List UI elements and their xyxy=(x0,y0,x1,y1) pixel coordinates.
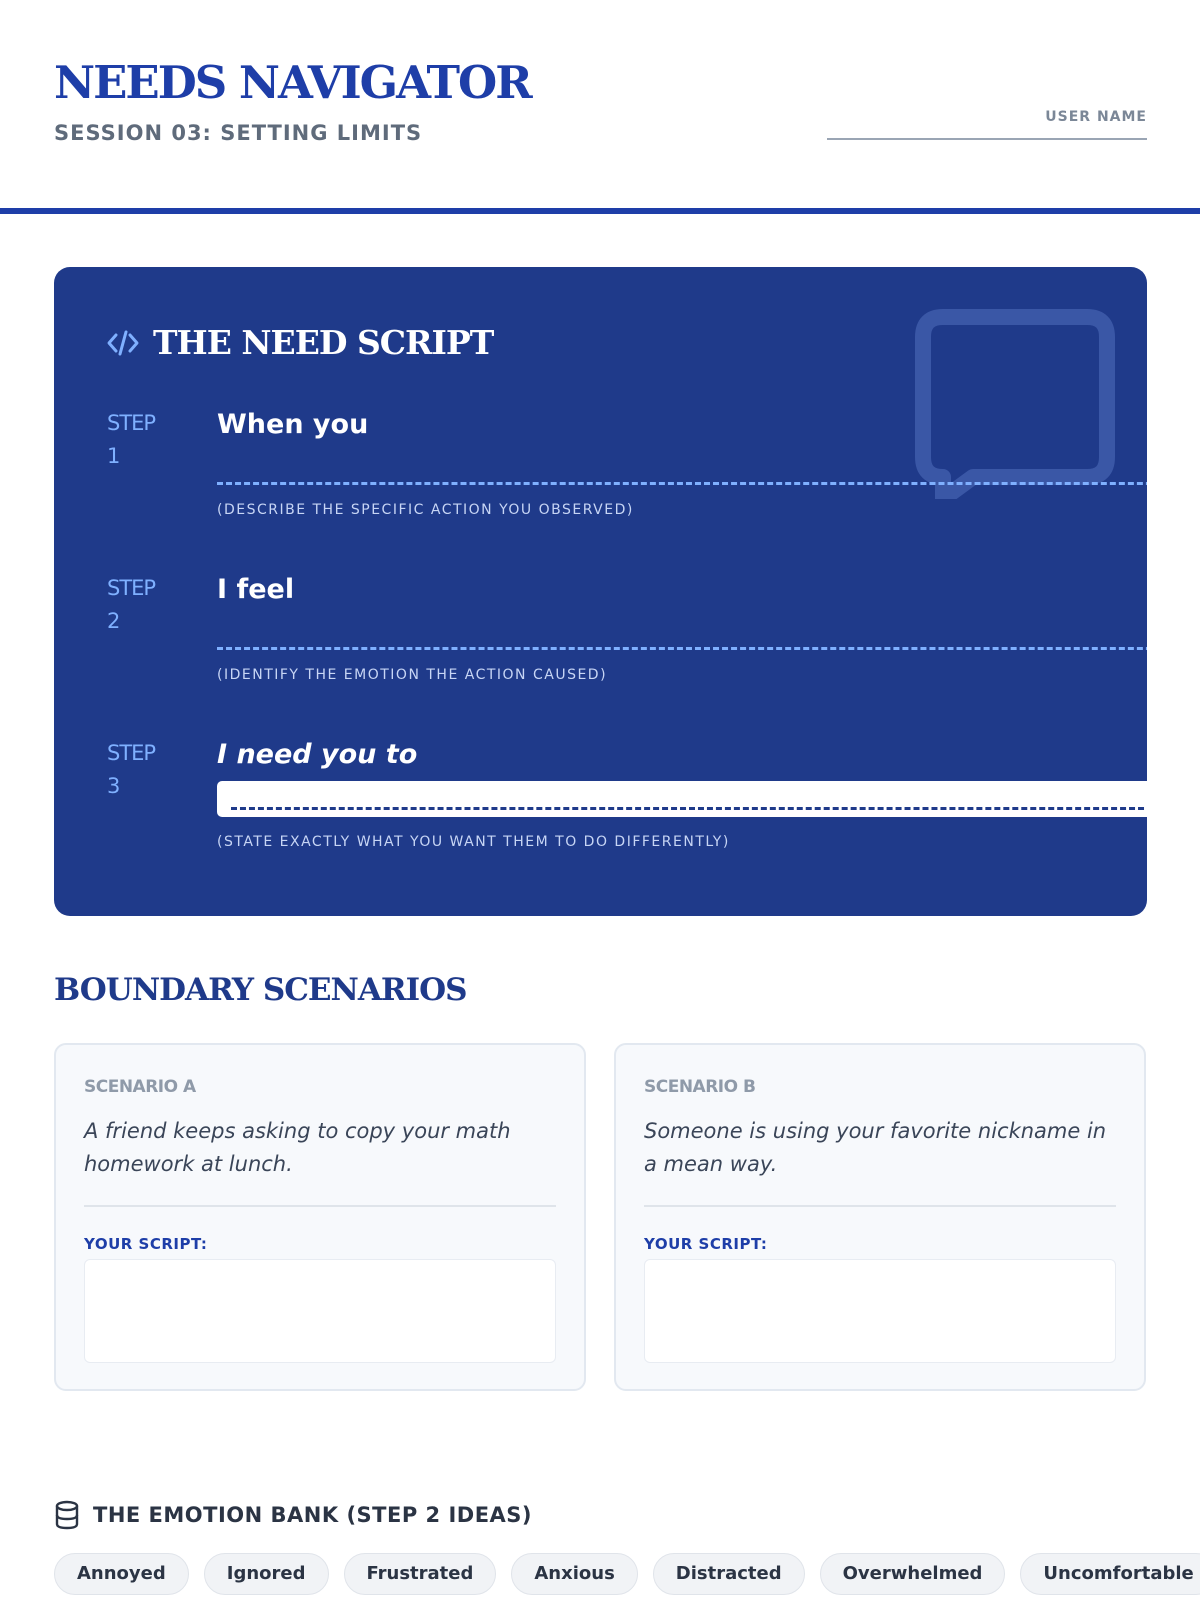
emotion-bank-header xyxy=(54,1500,532,1530)
card-header xyxy=(107,323,493,362)
divider xyxy=(644,1205,1116,1207)
emotion-chip[interactable]: Overwhelmed xyxy=(820,1553,1006,1595)
step-3-input[interactable] xyxy=(217,781,1147,817)
user-name-field[interactable]: USER NAME xyxy=(827,109,1147,140)
scenario-label: SCENARIO A xyxy=(84,1077,196,1097)
script-input[interactable] xyxy=(644,1259,1116,1363)
step-2-blank[interactable] xyxy=(217,617,1147,650)
session-subtitle: SESSION 03: SETTING LIMITS xyxy=(54,121,423,145)
script-input[interactable] xyxy=(84,1259,556,1363)
code-icon xyxy=(107,329,139,357)
step-hint: (IDENTIFY THE EMOTION THE ACTION CAUSED) xyxy=(217,667,608,683)
card-title: THE NEED SCRIPT xyxy=(153,323,494,362)
need-script-card xyxy=(54,267,1147,916)
step-lead: I need you to xyxy=(217,739,418,770)
step-lead: I feel xyxy=(217,574,295,605)
app-title: NEEDS NAVIGATOR xyxy=(54,56,531,109)
script-label: YOUR SCRIPT: xyxy=(84,1235,208,1253)
step-hint: (STATE EXACTLY WHAT YOU WANT THEM TO DO DIFFERENTLY) xyxy=(217,834,730,850)
step-1-blank[interactable] xyxy=(217,452,1147,485)
step-label: STEP 3 xyxy=(107,741,156,798)
emotion-chip[interactable]: Annoyed xyxy=(54,1553,189,1595)
scenario-text: Someone is using your favorite nickname in a mean way. xyxy=(644,1119,1107,1176)
emotion-bank-title: THE EMOTION BANK (STEP 2 IDEAS) xyxy=(93,1503,533,1527)
emotion-chip[interactable]: Anxious xyxy=(511,1553,637,1595)
divider xyxy=(84,1205,556,1207)
step-label: STEP 2 xyxy=(107,576,156,633)
scenarios-title: BOUNDARY SCENARIOS xyxy=(54,972,467,1008)
step-lead: When you xyxy=(217,409,369,440)
step-hint: (DESCRIBE THE SPECIFIC ACTION YOU OBSERVED) xyxy=(217,502,634,518)
scenario-label: SCENARIO B xyxy=(644,1077,756,1097)
emotion-chips xyxy=(54,1553,1200,1595)
emotion-chip[interactable]: Distracted xyxy=(653,1553,805,1595)
script-label: YOUR SCRIPT: xyxy=(644,1235,768,1253)
scenario-card-b xyxy=(614,1043,1146,1391)
scenario-card-a xyxy=(54,1043,586,1391)
emotion-chip[interactable]: Ignored xyxy=(204,1553,329,1595)
page-header xyxy=(0,0,1200,214)
database-icon xyxy=(54,1500,80,1530)
scenario-text: A friend keeps asking to copy your math homework at lunch. xyxy=(84,1119,511,1176)
emotion-chip[interactable]: Frustrated xyxy=(344,1553,497,1595)
step-label: STEP 1 xyxy=(107,411,156,468)
emotion-chip[interactable]: Uncomfortable xyxy=(1020,1553,1200,1595)
